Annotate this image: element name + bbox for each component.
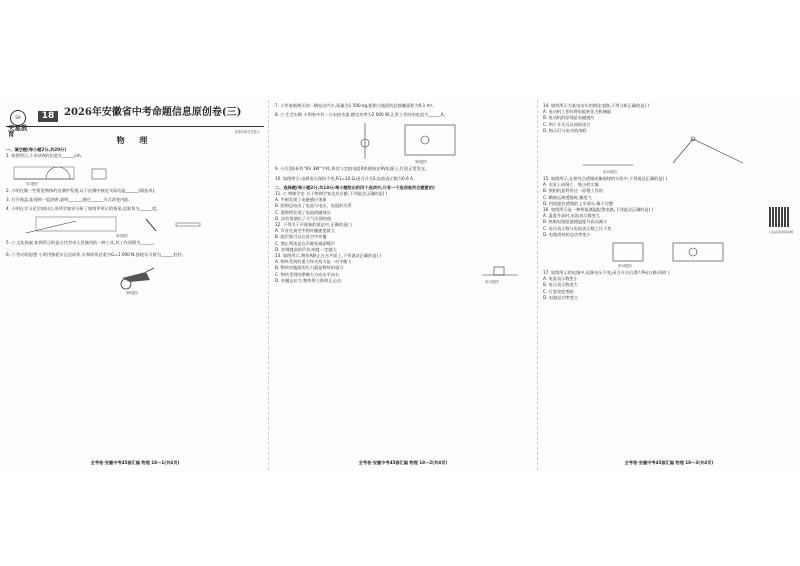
question-12: 12. 下列关于声现象的说法中,正确的是( ) [275, 222, 352, 228]
figure-caption: 第16题图 [618, 264, 632, 269]
page-footer: 全考卷·安徽中考45套汇编 物理 18—2(共4页) [358, 459, 448, 465]
figure-caption: 第14题图 [603, 170, 617, 175]
header-rule [6, 126, 264, 127]
page-footer: 全考卷·安徽中考45套汇编 物理 18—1(共4页) [90, 459, 180, 465]
figure-caption: 第13题图 [485, 280, 499, 285]
circuit-figure-icon [275, 119, 475, 163]
pulley-figure-icon [543, 135, 763, 171]
question-6: 6. ○ 劳动的思想 小明用独轮车运送砖块,车和砖块总重为G=1 000 N,独轮车可视为______杠杆。 [6, 252, 186, 258]
page-footer: 全考卷·安徽中考45套汇编 物理 18—3(共4页) [624, 459, 714, 465]
option: B. 照相机是利用这一原理工作的 [543, 188, 603, 194]
column-divider [537, 100, 538, 470]
option: B. 物块对地面的压力就是物块的重力 [275, 265, 344, 271]
brand-name: 天星教育 [8, 124, 28, 139]
question-13-block [275, 259, 531, 284]
question-7: 7. 小华家新购买的一辆电动汽车,质量为1 500 kg,轮胎与地面的总接触面积为0.1 m²。 [275, 103, 437, 108]
option: B. 电压表示数变大 [543, 282, 578, 288]
figure-wheelbarrow [6, 260, 264, 296]
question-11: 11. ○ 物理学史 关于物理学家及其贡献,下列说法正确的是( ) [275, 191, 388, 197]
figure-14 [543, 135, 795, 175]
option: A. 牛顿发现了电磁感应现象 [275, 197, 327, 203]
question-2: 2. 小明在做一些常见物体的估测中发现,以下估测中接近实际的是______(填选项)。 [6, 187, 159, 193]
ruler-figure-icon [6, 161, 126, 187]
logo-icon: SX [10, 110, 26, 126]
exam-sheet [0, 100, 800, 470]
option: A. 声音在真空中的传播速度最大 [275, 228, 335, 234]
page-column-2 [275, 100, 531, 470]
option: A. 物块受到的重力和支持力是一对平衡力 [275, 259, 352, 265]
figure-16 [543, 239, 795, 269]
question-3: 3. 打开瓶盖,能闻到一股酒香,说明______;通过______方式改变内能。 [6, 196, 133, 202]
option: B. 电动机的原理是电磁感应 [543, 115, 595, 121]
question-14: 14. 如图所示为某电动车的简化电路,下列分析正确的是( ) [543, 103, 650, 108]
option: B. 热敏电阻阻值随温度升高而减小 [543, 219, 608, 225]
option: D. 若撤去拉力,物块将立即停止运动 [275, 277, 341, 283]
figure-caption: 第4题图 [116, 234, 128, 239]
light-reflection-icon [6, 213, 206, 239]
figure-ruler [6, 161, 264, 187]
option: D. 电路总功率变大 [543, 294, 579, 300]
question-13: 13. 如图所示,物块A静止在水平面上,下列说法正确的是( ) [275, 253, 382, 259]
publisher-logo [8, 110, 30, 139]
qr-code-icon[interactable] [769, 207, 789, 227]
option: A. 光屏上成倒立、缩小的实像 [543, 182, 599, 188]
option: D. 法拉第测出了大气压强的值 [275, 215, 332, 221]
option: B. 欧姆总结出了电流与电压、电阻的关系 [275, 203, 352, 209]
question-9: 9. 小灯泡L标有“6V 3W”字样,将其与定值电阻R串联接在9V电源上,灯泡正常发光。 [275, 166, 430, 172]
question-17: 17. 如图所示的电路中,电源电压不变,闭合开关后滑片P向右移动时( ) [543, 270, 670, 276]
figure-caption: 第1题图 [26, 181, 38, 186]
figure-caption: 第6题图 [126, 290, 138, 295]
page-title: 2026年安徽省中考命题信息原创卷(三) [64, 107, 242, 118]
question-5: 5. ○ 文化探索 如图所示的是古代劳动人民使用的一种工具,其工作原理为______。 [6, 240, 158, 246]
section-heading: 一、填空题(每小题2分,共20分) [6, 147, 67, 153]
option: D. 音调越高的声音,响度一定越大 [275, 246, 337, 252]
figure-circuit-8 [275, 119, 531, 165]
question-10: 10. 如图所示,电源电压保持不变,R1=10 Ω,闭合开关S,电流表示数为0.6 A。 [275, 175, 418, 181]
option: C. 奥斯特发现了电流的磁效应 [275, 209, 331, 215]
question-4: 4. 小明在学习光学知识后,用所学知识分析了如图甲所示的情景,反射角为______度。 [6, 206, 161, 212]
block-figure-icon [480, 259, 520, 279]
option: A. 电动机工作时将电能转化为机械能 [543, 109, 612, 115]
option: D. 电路消耗的总功率变小 [543, 231, 591, 237]
wheelbarrow-icon [116, 264, 156, 290]
question-8: 8. ○ 生活实践 小明家中有一台电热水器,额定功率为2 000 W,正常工作时的电流为______A。 [275, 112, 448, 118]
option: C. 物块受到的摩擦力方向水平向右 [275, 271, 340, 277]
thermometer-circuit-icon [543, 239, 763, 267]
column-divider [268, 100, 269, 470]
figure-caption: 第8题图 [415, 160, 427, 165]
option: C. 灯泡亮度变暗 [543, 288, 574, 294]
section-heading: 二、选择题(每小题2分,共14分;每小题给出的四个选项中,只有一个选项是符合题意的) [275, 184, 435, 190]
option: D. 指示灯与电动机串联 [543, 127, 587, 133]
page-column-1 [6, 100, 264, 470]
question-1: 1. 如图所示,小木块A的长度为______cm。 [6, 153, 85, 159]
figure-light [6, 213, 264, 239]
question-16: 16. 如图所示是一种智能测温报警电路,下列说法正确的是( ) [543, 207, 654, 213]
option: A. 温度升高时,电流表示数变大 [543, 213, 601, 219]
question-16-block [543, 207, 795, 238]
option: C. 两个开关可以同时闭合 [543, 121, 591, 127]
header-note: 选填说明见答题卡 [234, 130, 260, 134]
option: B. 超声波可以在真空中传播 [275, 234, 327, 240]
option: C. 电压表示数与电流表示数之比不变 [543, 225, 612, 231]
page-column-3 [543, 100, 795, 470]
option: A. 电流表示数变小 [543, 276, 578, 282]
option: D. 用纸遮住透镜的上半部分,像不完整 [543, 200, 614, 206]
exam-header [6, 100, 264, 139]
option: C. 禁止鸣笛是在声源处减弱噪声 [275, 240, 336, 246]
subject-title: 物 理 [116, 135, 154, 145]
question-15: 15. 如图所示,在探究凸透镜成像规律的实验中,下列说法正确的是( ) [543, 176, 668, 182]
paper-number: 18 [38, 111, 58, 122]
option: C. 蜡烛远离透镜时,像变大 [543, 194, 592, 200]
qr-caption: 扫码获取视频讲解 [768, 230, 793, 235]
